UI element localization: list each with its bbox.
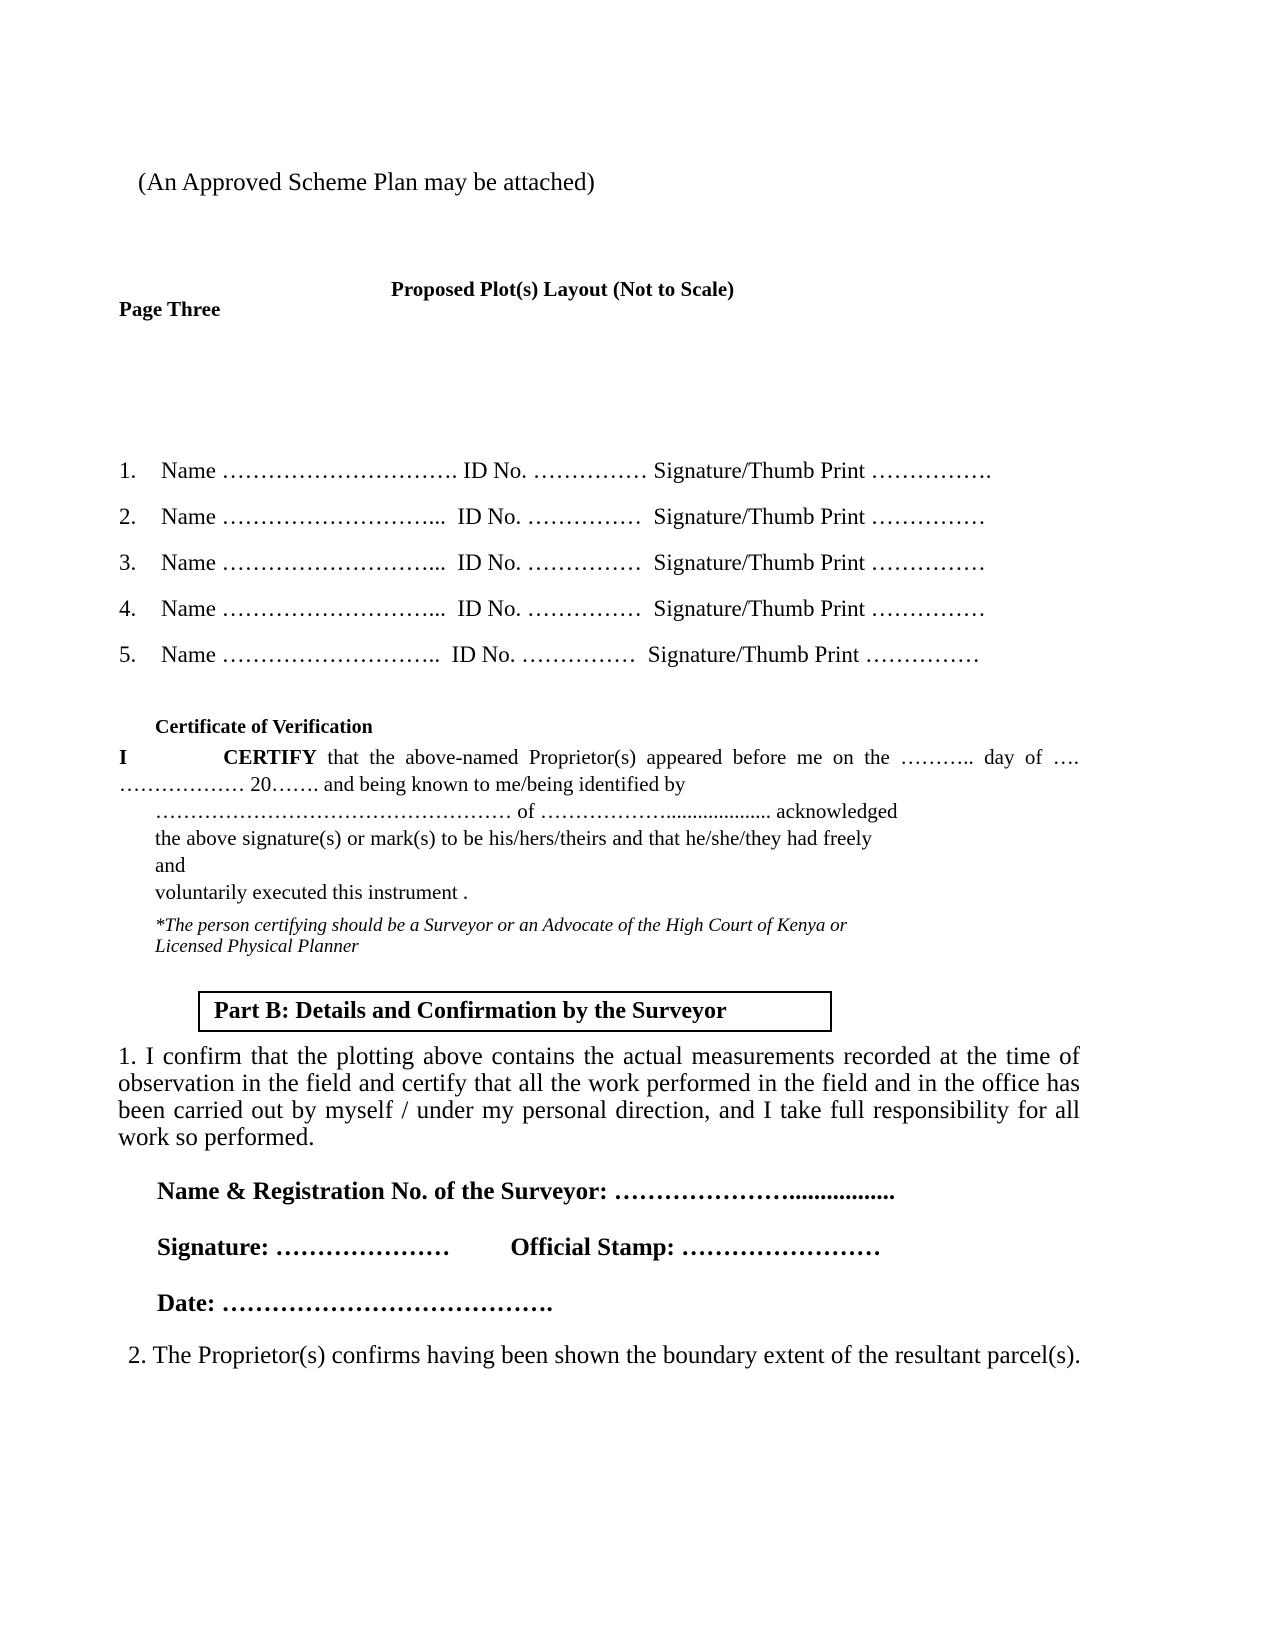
- list-item-number: 2.: [119, 504, 137, 529]
- proprietor-confirmation-statement: 2. The Proprietor(s) confirms having been shown the boundary extent of the resultant parcel(s).: [128, 1342, 1081, 1369]
- part-b-heading-label: Part B: Details and Confirmation by the Surveyor: [214, 998, 727, 1024]
- list-item-number: 4.: [119, 596, 137, 621]
- surveyor-confirmation-paragraph: 1. I confirm that the plotting above contains the actual measurements recorded at the time of observation in the field and certify that all the work performed in the field and in the office has been carried out by myself / under my personal direction, and I take full responsibility for all work so performed.: [118, 1043, 1080, 1151]
- signature-field: Signature: …………………: [157, 1234, 451, 1261]
- scheme-plan-note: (An Approved Scheme Plan may be attached): [138, 169, 595, 196]
- certificate-line-1: [119, 744, 1079, 771]
- certificate-body: [119, 744, 1079, 906]
- plot-layout-title: Proposed Plot(s) Layout (Not to Scale): [391, 277, 735, 301]
- certificate-line-4: the above signature(s) or mark(s) to be his/hers/theirs and that he/she/they had freely and: [155, 826, 872, 877]
- signature-stamp-row: [157, 1234, 881, 1262]
- certificate-line-1-rest: that the above-named Proprietor(s) appeared before me on the ……….. day of ….: [327, 745, 1080, 769]
- list-item-number: 5.: [119, 642, 137, 667]
- list-item-number: 1.: [119, 458, 137, 483]
- list-item-label: Name ………………………... ID No. …………… Signature/Thumb Print ……………: [161, 504, 986, 529]
- certify-keyword: CERTIFY: [223, 745, 317, 769]
- certificate-line-2: ……………… 20……. and being known to me/being identified by: [119, 772, 686, 796]
- list-item: [119, 596, 1079, 642]
- list-item-label: Name …………………………. ID No. …………… Signature/Thumb Print …………….: [161, 458, 992, 483]
- list-item: [119, 642, 1079, 688]
- list-item: [119, 458, 1079, 504]
- certificate-line-5: voluntarily executed this instrument .: [155, 880, 469, 904]
- list-item-number: 3.: [119, 550, 137, 575]
- part-b-heading-box: [198, 991, 832, 1032]
- list-item: [119, 550, 1079, 596]
- certify-subject: I: [119, 745, 128, 769]
- official-stamp-field: Official Stamp: ……………………: [510, 1234, 882, 1261]
- page-number-label: Page Three: [119, 297, 221, 321]
- date-field: Date: ………………………………….: [157, 1290, 553, 1317]
- list-item: [119, 504, 1079, 550]
- certificate-of-verification-heading: Certificate of Verification: [155, 716, 373, 738]
- surveyor-name-registration-field: Name & Registration No. of the Surveyor: ………………….................: [157, 1178, 896, 1205]
- certificate-line-3: …………………………………………… of ……………….................... acknowledged: [155, 799, 898, 823]
- signatory-list: [119, 458, 1079, 688]
- list-item-label: Name ………………………... ID No. …………… Signature/Thumb Print ……………: [161, 550, 986, 575]
- list-item-label: Name ……………………….. ID No. …………… Signature/Thumb Print ……………: [161, 642, 981, 667]
- certifier-footnote: *The person certifying should be a Surveyor or an Advocate of the High Court of Kenya or Licensed Physical Planner: [155, 915, 848, 957]
- list-item-label: Name ………………………... ID No. …………… Signature/Thumb Print ……………: [161, 596, 986, 621]
